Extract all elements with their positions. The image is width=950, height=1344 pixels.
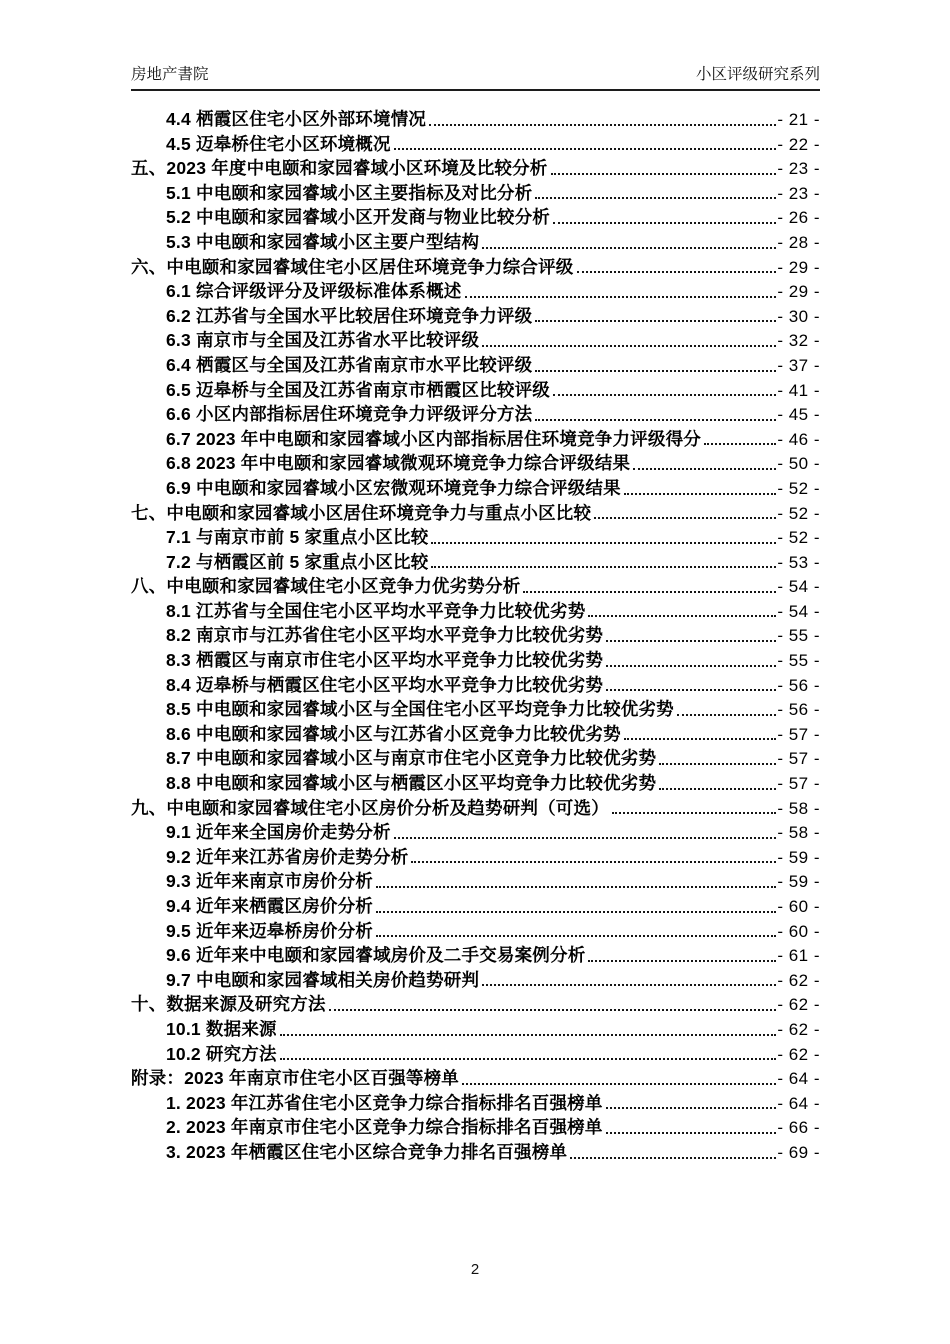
toc-entry[interactable] bbox=[131, 845, 820, 870]
toc-entry-title: 6.5 迈皋桥与全国及江苏省南京市栖霞区比较评级 bbox=[166, 379, 550, 400]
toc-page-number: - 45 - bbox=[777, 405, 820, 425]
toc-page-number: - 62 - bbox=[777, 1019, 820, 1039]
toc-entry[interactable] bbox=[131, 205, 820, 230]
toc-leader-dots bbox=[411, 861, 776, 863]
toc-entry[interactable] bbox=[131, 132, 820, 157]
toc-entry[interactable] bbox=[131, 919, 820, 944]
toc-entry[interactable] bbox=[131, 574, 820, 599]
toc-leader-dots bbox=[535, 197, 776, 199]
toc-page-number: - 57 - bbox=[777, 749, 820, 769]
toc-leader-dots bbox=[624, 738, 777, 740]
toc-page-number: - 55 - bbox=[777, 626, 820, 646]
toc-leader-dots bbox=[280, 1034, 777, 1036]
toc-page-number: - 60 - bbox=[777, 921, 820, 941]
toc-leader-dots bbox=[606, 665, 776, 667]
toc-entry[interactable] bbox=[131, 599, 820, 624]
toc-page-number: - 64 - bbox=[777, 1069, 820, 1089]
toc-leader-dots bbox=[523, 591, 776, 593]
toc-page-number: - 61 - bbox=[777, 946, 820, 966]
toc-entry[interactable] bbox=[131, 427, 820, 452]
toc-entry[interactable] bbox=[131, 746, 820, 771]
toc-leader-dots bbox=[659, 788, 776, 790]
toc-entry-title: 10.2 研究方法 bbox=[166, 1043, 277, 1064]
toc-page-number: - 59 - bbox=[777, 872, 820, 892]
toc-entry[interactable] bbox=[131, 501, 820, 526]
toc-entry-title: 七、中电颐和家园睿域小区居住环境竞争力与重点小区比较 bbox=[131, 502, 592, 523]
toc-entry[interactable] bbox=[131, 402, 820, 427]
toc-leader-dots bbox=[570, 1157, 776, 1159]
toc-entry[interactable] bbox=[131, 1115, 820, 1140]
table-of-contents bbox=[131, 107, 820, 1165]
toc-leader-dots bbox=[677, 714, 776, 716]
toc-entry-title: 8.1 江苏省与全国住宅小区平均水平竞争力比较优劣势 bbox=[166, 600, 586, 621]
toc-entry[interactable] bbox=[131, 1066, 820, 1091]
page-footer bbox=[0, 1261, 950, 1278]
toc-page-number: - 58 - bbox=[777, 798, 820, 818]
toc-leader-dots bbox=[431, 566, 776, 568]
toc-leader-dots bbox=[606, 1107, 777, 1109]
toc-leader-dots bbox=[465, 296, 777, 298]
toc-leader-dots bbox=[394, 148, 777, 150]
toc-page-number: - 69 - bbox=[777, 1142, 820, 1162]
toc-entry-title: 5.3 中电颐和家园睿域小区主要户型结构 bbox=[166, 231, 480, 252]
toc-entry[interactable] bbox=[131, 796, 820, 821]
toc-entry-title: 2. 2023 年南京市住宅小区竞争力综合指标排名百强榜单 bbox=[166, 1117, 603, 1138]
toc-page-number: - 56 - bbox=[777, 700, 820, 720]
toc-page-number: - 52 - bbox=[777, 528, 820, 548]
toc-entry-title: 6.9 中电颐和家园睿域小区宏微观环境竞争力综合评级结果 bbox=[166, 477, 621, 498]
toc-entry[interactable] bbox=[131, 451, 820, 476]
toc-page-number: - 29 - bbox=[777, 282, 820, 302]
toc-entry-title: 附录：2023 年南京市住宅小区百强等榜单 bbox=[131, 1068, 459, 1089]
toc-entry[interactable] bbox=[131, 255, 820, 280]
toc-entry[interactable] bbox=[131, 722, 820, 747]
toc-entry-title: 9.4 近年来栖霞区房价分析 bbox=[166, 896, 373, 916]
toc-entry[interactable] bbox=[131, 648, 820, 673]
toc-page-number: - 57 - bbox=[777, 774, 820, 794]
toc-entry[interactable] bbox=[131, 525, 820, 550]
toc-entry-title: 6.7 2023 年中电颐和家园睿域小区内部指标居住环境竞争力评级得分 bbox=[166, 428, 701, 449]
toc-leader-dots bbox=[376, 935, 776, 937]
toc-leader-dots bbox=[588, 960, 776, 962]
toc-entry-title: 八、中电颐和家园睿域住宅小区竞争力优劣势分析 bbox=[131, 576, 521, 597]
toc-entry[interactable] bbox=[131, 992, 820, 1017]
toc-entry[interactable] bbox=[131, 968, 820, 993]
toc-entry-title: 6.8 2023 年中电颐和家园睿域微观环境竞争力综合评级结果 bbox=[166, 453, 631, 474]
toc-leader-dots bbox=[482, 345, 776, 347]
page-header bbox=[131, 62, 820, 91]
toc-page-number: - 66 - bbox=[777, 1118, 820, 1138]
toc-entry-title: 6.2 江苏省与全国水平比较居住环境竞争力评级 bbox=[166, 305, 533, 326]
toc-page-number: - 62 - bbox=[777, 995, 820, 1015]
toc-leader-dots bbox=[429, 124, 776, 126]
toc-leader-dots bbox=[588, 615, 776, 617]
toc-page-number: - 50 - bbox=[777, 454, 820, 474]
toc-leader-dots bbox=[553, 394, 776, 396]
toc-entry-title: 5.1 中电颐和家园睿域小区主要指标及对比分析 bbox=[166, 182, 533, 203]
page-number: 2 bbox=[470, 1261, 480, 1278]
toc-page-number: - 37 - bbox=[777, 355, 820, 375]
toc-entry[interactable] bbox=[131, 894, 820, 919]
toc-entry[interactable] bbox=[131, 1042, 820, 1067]
toc-page-number: - 26 - bbox=[777, 208, 820, 228]
toc-entry-title: 7.1 与南京市前 5 家重点小区比较 bbox=[166, 527, 429, 548]
toc-page-number: - 30 - bbox=[777, 306, 820, 326]
toc-entry-title: 8.5 中电颐和家园睿域小区与全国住宅小区平均竞争力比较优劣势 bbox=[166, 699, 674, 720]
toc-leader-dots bbox=[577, 271, 777, 273]
toc-entry-title: 9.6 近年来中电颐和家园睿域房价及二手交易案例分析 bbox=[166, 945, 586, 966]
toc-leader-dots bbox=[704, 443, 776, 445]
toc-entry[interactable] bbox=[131, 279, 820, 304]
toc-leader-dots bbox=[633, 468, 776, 470]
toc-leader-dots bbox=[659, 763, 776, 765]
toc-leader-dots bbox=[376, 911, 776, 913]
toc-leader-dots bbox=[551, 173, 777, 175]
toc-page-number: - 32 - bbox=[777, 331, 820, 351]
toc-entry-title: 8.7 中电颐和家园睿域小区与南京市住宅小区竞争力比较优劣势 bbox=[166, 748, 657, 769]
toc-entry[interactable] bbox=[131, 1017, 820, 1042]
toc-page-number: - 52 - bbox=[777, 478, 820, 498]
toc-page-number: - 23 - bbox=[777, 159, 820, 179]
toc-leader-dots bbox=[431, 542, 776, 544]
toc-page-number: - 57 - bbox=[777, 724, 820, 744]
toc-page-number: - 54 - bbox=[777, 577, 820, 597]
toc-entry[interactable] bbox=[131, 107, 820, 132]
toc-leader-dots bbox=[535, 370, 776, 372]
toc-entry-title: 3. 2023 年栖霞区住宅小区综合竞争力排名百强榜单 bbox=[166, 1141, 568, 1162]
toc-page-number: - 64 - bbox=[777, 1093, 820, 1113]
toc-entry[interactable] bbox=[131, 328, 820, 353]
toc-entry-title: 9.7 中电颐和家园睿域相关房价趋势研判 bbox=[166, 969, 480, 990]
toc-entry[interactable] bbox=[131, 697, 820, 722]
toc-leader-dots bbox=[482, 247, 776, 249]
toc-page-number: - 62 - bbox=[777, 1044, 820, 1064]
toc-leader-dots bbox=[376, 886, 776, 888]
toc-entry[interactable] bbox=[131, 230, 820, 255]
toc-entry-title: 6.4 栖霞区与全国及江苏省南京市水平比较评级 bbox=[166, 354, 533, 375]
toc-entry-title: 8.4 迈皋桥与栖霞区住宅小区平均水平竞争力比较优劣势 bbox=[166, 674, 604, 695]
header-right-text: 小区评级研究系列 bbox=[695, 66, 820, 83]
toc-entry[interactable] bbox=[131, 1140, 820, 1165]
toc-entry[interactable] bbox=[131, 869, 820, 894]
toc-page-number: - 60 - bbox=[777, 897, 820, 916]
toc-entry[interactable] bbox=[131, 181, 820, 206]
toc-page-number: - 59 - bbox=[777, 847, 820, 867]
toc-page-number: - 54 - bbox=[777, 601, 820, 621]
toc-leader-dots bbox=[553, 222, 776, 224]
toc-entry-title: 8.3 栖霞区与南京市住宅小区平均水平竞争力比较优劣势 bbox=[166, 650, 604, 671]
toc-leader-dots bbox=[535, 320, 776, 322]
toc-entry[interactable] bbox=[131, 378, 820, 403]
toc-entry[interactable] bbox=[131, 476, 820, 501]
toc-entry[interactable] bbox=[131, 304, 820, 329]
toc-entry-title: 8.2 南京市与江苏省住宅小区平均水平竞争力比较优劣势 bbox=[166, 625, 604, 646]
toc-leader-dots bbox=[606, 640, 776, 642]
toc-entry-title: 6.3 南京市与全国及江苏省水平比较评级 bbox=[166, 330, 480, 351]
toc-page-number: - 58 - bbox=[777, 823, 820, 843]
toc-leader-dots bbox=[462, 1083, 776, 1085]
toc-leader-dots bbox=[606, 689, 776, 691]
toc-entry-title: 5.2 中电颐和家园睿域小区开发商与物业比较分析 bbox=[166, 207, 550, 228]
toc-leader-dots bbox=[394, 837, 777, 839]
toc-page-number: - 21 - bbox=[777, 110, 820, 129]
toc-entry[interactable] bbox=[131, 156, 820, 181]
toc-leader-dots bbox=[594, 517, 776, 519]
header-left-text: 房地产書院 bbox=[131, 66, 209, 83]
toc-entry-title: 8.6 中电颐和家园睿域小区与江苏省小区竞争力比较优劣势 bbox=[166, 723, 621, 744]
toc-entry[interactable] bbox=[131, 820, 820, 845]
toc-entry-title: 10.1 数据来源 bbox=[166, 1018, 277, 1039]
toc-leader-dots bbox=[612, 812, 776, 814]
toc-page-number: - 52 - bbox=[777, 503, 820, 523]
toc-entry-title: 4.5 迈皋桥住宅小区环境概况 bbox=[166, 133, 391, 154]
toc-page-number: - 29 - bbox=[777, 257, 820, 277]
toc-page-number: - 23 - bbox=[777, 183, 820, 203]
toc-entry[interactable] bbox=[131, 943, 820, 968]
toc-entry-title: 9.5 近年来迈皋桥房价分析 bbox=[166, 920, 373, 941]
toc-leader-dots bbox=[482, 984, 776, 986]
toc-entry-title: 7.2 与栖霞区前 5 家重点小区比较 bbox=[166, 551, 429, 572]
toc-page-number: - 41 - bbox=[777, 380, 820, 400]
toc-leader-dots bbox=[535, 419, 776, 421]
toc-page-number: - 53 - bbox=[777, 552, 820, 572]
toc-entry-title: 6.1 综合评级评分及评级标准体系概述 bbox=[166, 281, 462, 302]
toc-leader-dots bbox=[329, 1009, 777, 1011]
toc-entry-title: 8.8 中电颐和家园睿域小区与栖霞区小区平均竞争力比较优劣势 bbox=[166, 773, 657, 794]
toc-entry-title: 六、中电颐和家园睿域住宅小区居住环境竞争力综合评级 bbox=[131, 256, 574, 277]
toc-entry-title: 9.1 近年来全国房价走势分析 bbox=[166, 822, 391, 843]
toc-entry[interactable] bbox=[131, 673, 820, 698]
toc-entry[interactable] bbox=[131, 550, 820, 575]
toc-entry-title: 1. 2023 年江苏省住宅小区竞争力综合指标排名百强榜单 bbox=[166, 1092, 603, 1113]
toc-leader-dots bbox=[606, 1132, 777, 1134]
toc-entry-title: 五、2023 年度中电颐和家园睿域小区环境及比较分析 bbox=[131, 158, 548, 179]
toc-entry-title: 十、数据来源及研究方法 bbox=[131, 994, 326, 1015]
toc-entry[interactable] bbox=[131, 1091, 820, 1116]
toc-page-number: - 46 - bbox=[777, 429, 820, 449]
toc-page-number: - 28 - bbox=[777, 232, 820, 252]
toc-entry[interactable] bbox=[131, 771, 820, 796]
toc-entry-title: 9.3 近年来南京市房价分析 bbox=[166, 871, 373, 892]
toc-leader-dots bbox=[624, 493, 777, 495]
toc-entry-title: 4.4 栖霞区住宅小区外部环境情况 bbox=[166, 109, 427, 129]
toc-page-number: - 56 - bbox=[777, 675, 820, 695]
toc-page-number: - 55 - bbox=[777, 651, 820, 671]
toc-page-number: - 62 - bbox=[777, 970, 820, 990]
toc-entry-title: 九、中电颐和家园睿域住宅小区房价分析及趋势研判（可选） bbox=[131, 797, 609, 818]
toc-entry-title: 6.6 小区内部指标居住环境竞争力评级评分方法 bbox=[166, 404, 533, 425]
toc-leader-dots bbox=[280, 1058, 777, 1060]
toc-entry[interactable] bbox=[131, 353, 820, 378]
toc-page-number: - 22 - bbox=[777, 134, 820, 154]
toc-entry[interactable] bbox=[131, 623, 820, 648]
toc-entry-title: 9.2 近年来江苏省房价走势分析 bbox=[166, 846, 409, 867]
